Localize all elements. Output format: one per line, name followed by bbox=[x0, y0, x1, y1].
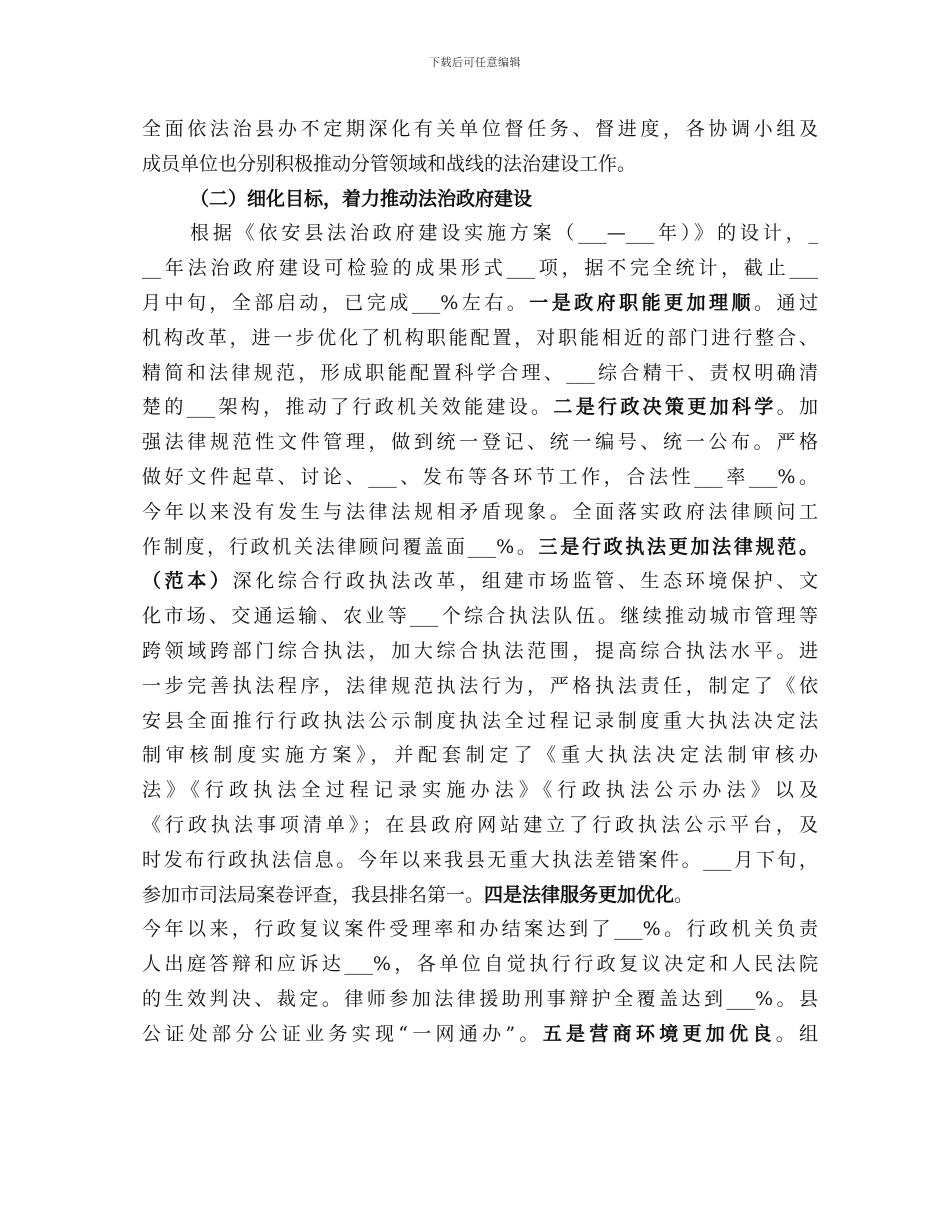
text-line bbox=[142, 460, 818, 495]
text-line bbox=[142, 147, 818, 182]
text-line bbox=[142, 599, 818, 634]
text-line bbox=[142, 495, 818, 530]
text-line bbox=[142, 216, 818, 251]
document-body bbox=[142, 112, 818, 1052]
text-segment: 根据《依安县法治政府建设实施方案（___—___年）》的设计，_ bbox=[190, 222, 818, 245]
text-segment: 精简和法律规范，形成职能配置科学合理、___综合精干、责权明确清 bbox=[142, 361, 818, 384]
text-segment: 楚的___架构，推动了行政机关效能建设。 bbox=[142, 396, 554, 419]
text-line bbox=[142, 356, 818, 391]
text-line bbox=[142, 634, 818, 669]
text-segment: 人出庭答辩和应诉达___%，各单位自觉执行行政复议决定和人民法院 bbox=[142, 953, 818, 976]
text-segment: 今年以来，行政复议案件受理率和办结案达到了___%。行政机关负责 bbox=[142, 918, 818, 941]
text-line bbox=[142, 982, 818, 1017]
text-segment: 做好文件起草、讨论、___、发布等各环节工作，合法性___率___%。 bbox=[142, 465, 818, 488]
bold-phrase: 三是行政执法更加法律规范。 bbox=[538, 535, 818, 558]
text-line bbox=[142, 286, 818, 321]
bold-phrase: 四是法律服务更加优化 bbox=[484, 883, 675, 906]
text-line bbox=[142, 878, 818, 913]
text-line bbox=[142, 564, 818, 599]
text-segment: 。组 bbox=[775, 1022, 818, 1045]
text-segment: 一步完善执法程序，法律规范执法行为，严格执法责任，制定了《依 bbox=[142, 674, 818, 697]
text-line bbox=[142, 321, 818, 356]
text-line bbox=[142, 112, 818, 147]
text-segment: 机构改革，进一步优化了机构职能配置，对职能相近的部门进行整合、 bbox=[142, 326, 818, 349]
bold-phrase: 二是行政决策更加科学 bbox=[553, 396, 777, 419]
text-line bbox=[142, 704, 818, 739]
text-segment: 今年以来没有发生与法律法规相矛盾现象。全面落实政府法律顾问工 bbox=[142, 500, 818, 523]
text-segment: 作制度，行政机关法律顾问覆盖面___%。 bbox=[142, 535, 539, 558]
text-line bbox=[142, 843, 818, 878]
text-segment: 月中旬，全部启动，已完成___%左右。 bbox=[142, 291, 530, 314]
text-segment: 的生效判决、裁定。律师参加法律援助刑事辩护全覆盖达到___%。县 bbox=[142, 987, 818, 1010]
text-line bbox=[142, 669, 818, 704]
bold-phrase: （二）细化目标，着力推动法治政府建设 bbox=[190, 187, 533, 210]
text-segment: __年法治政府建设可检验的成果形式___项，据不完全统计，截止___ bbox=[142, 257, 818, 280]
text-segment: 。通过 bbox=[754, 291, 818, 314]
text-line bbox=[142, 425, 818, 460]
bold-phrase: 一是政府职能更加理顺 bbox=[529, 291, 755, 314]
text-segment: 强法律规范性文件管理，做到统一登记、统一编号、统一公布。严格 bbox=[142, 431, 818, 454]
text-line bbox=[142, 251, 818, 286]
bold-phrase: （范本） bbox=[142, 570, 233, 593]
bold-phrase: 五是营商环境更加优良 bbox=[542, 1022, 776, 1045]
text-line bbox=[142, 182, 818, 217]
text-segment: 公证处部分公证业务实现“一网通办”。 bbox=[142, 1022, 543, 1045]
text-line bbox=[142, 530, 818, 565]
text-segment: 。加 bbox=[776, 396, 818, 419]
text-segment: 。 bbox=[674, 883, 694, 906]
text-line bbox=[142, 912, 818, 947]
text-segment: 时发布行政执法信息。今年以来我县无重大执法差错案件。___月下旬， bbox=[142, 848, 818, 871]
text-line bbox=[142, 738, 818, 773]
text-segment: 跨领域跨部门综合执法，加大综合执法范围，提高综合执法水平。进 bbox=[142, 639, 818, 662]
text-segment: 参加市司法局案卷评查，我县排名第一。 bbox=[142, 883, 485, 906]
text-line bbox=[142, 390, 818, 425]
text-segment: 法》《行政执法全过程记录实施办法》《行政执法公示办法》以及 bbox=[142, 779, 818, 802]
page-header: 下载后可任意编辑 bbox=[429, 56, 521, 69]
text-segment: 安县全面推行行政执法公示制度执法全过程记录制度重大执法决定法 bbox=[142, 709, 818, 732]
text-segment: 《行政执法事项清单》；在县政府网站建立了行政执法公示平台，及 bbox=[142, 813, 818, 836]
text-segment: 成员单位也分别积极推动分管领域和战线的法治建设工作。 bbox=[142, 152, 637, 175]
text-line bbox=[142, 773, 818, 808]
text-segment: 深化综合行政执法改革，组建市场监管、生态环境保护、文 bbox=[232, 570, 818, 593]
text-line bbox=[142, 947, 818, 982]
text-segment: 全面依法治县办不定期深化有关单位督任务、督进度，各协调小组及 bbox=[142, 118, 818, 140]
text-line bbox=[142, 1017, 818, 1052]
text-segment: 化市场、交通运输、农业等___个综合执法队伍。继续推动城市管理等 bbox=[142, 605, 818, 628]
text-line bbox=[142, 808, 818, 843]
text-segment: 制审核制度实施方案》，并配套制定了《重大执法决定法制审核办 bbox=[142, 744, 818, 767]
